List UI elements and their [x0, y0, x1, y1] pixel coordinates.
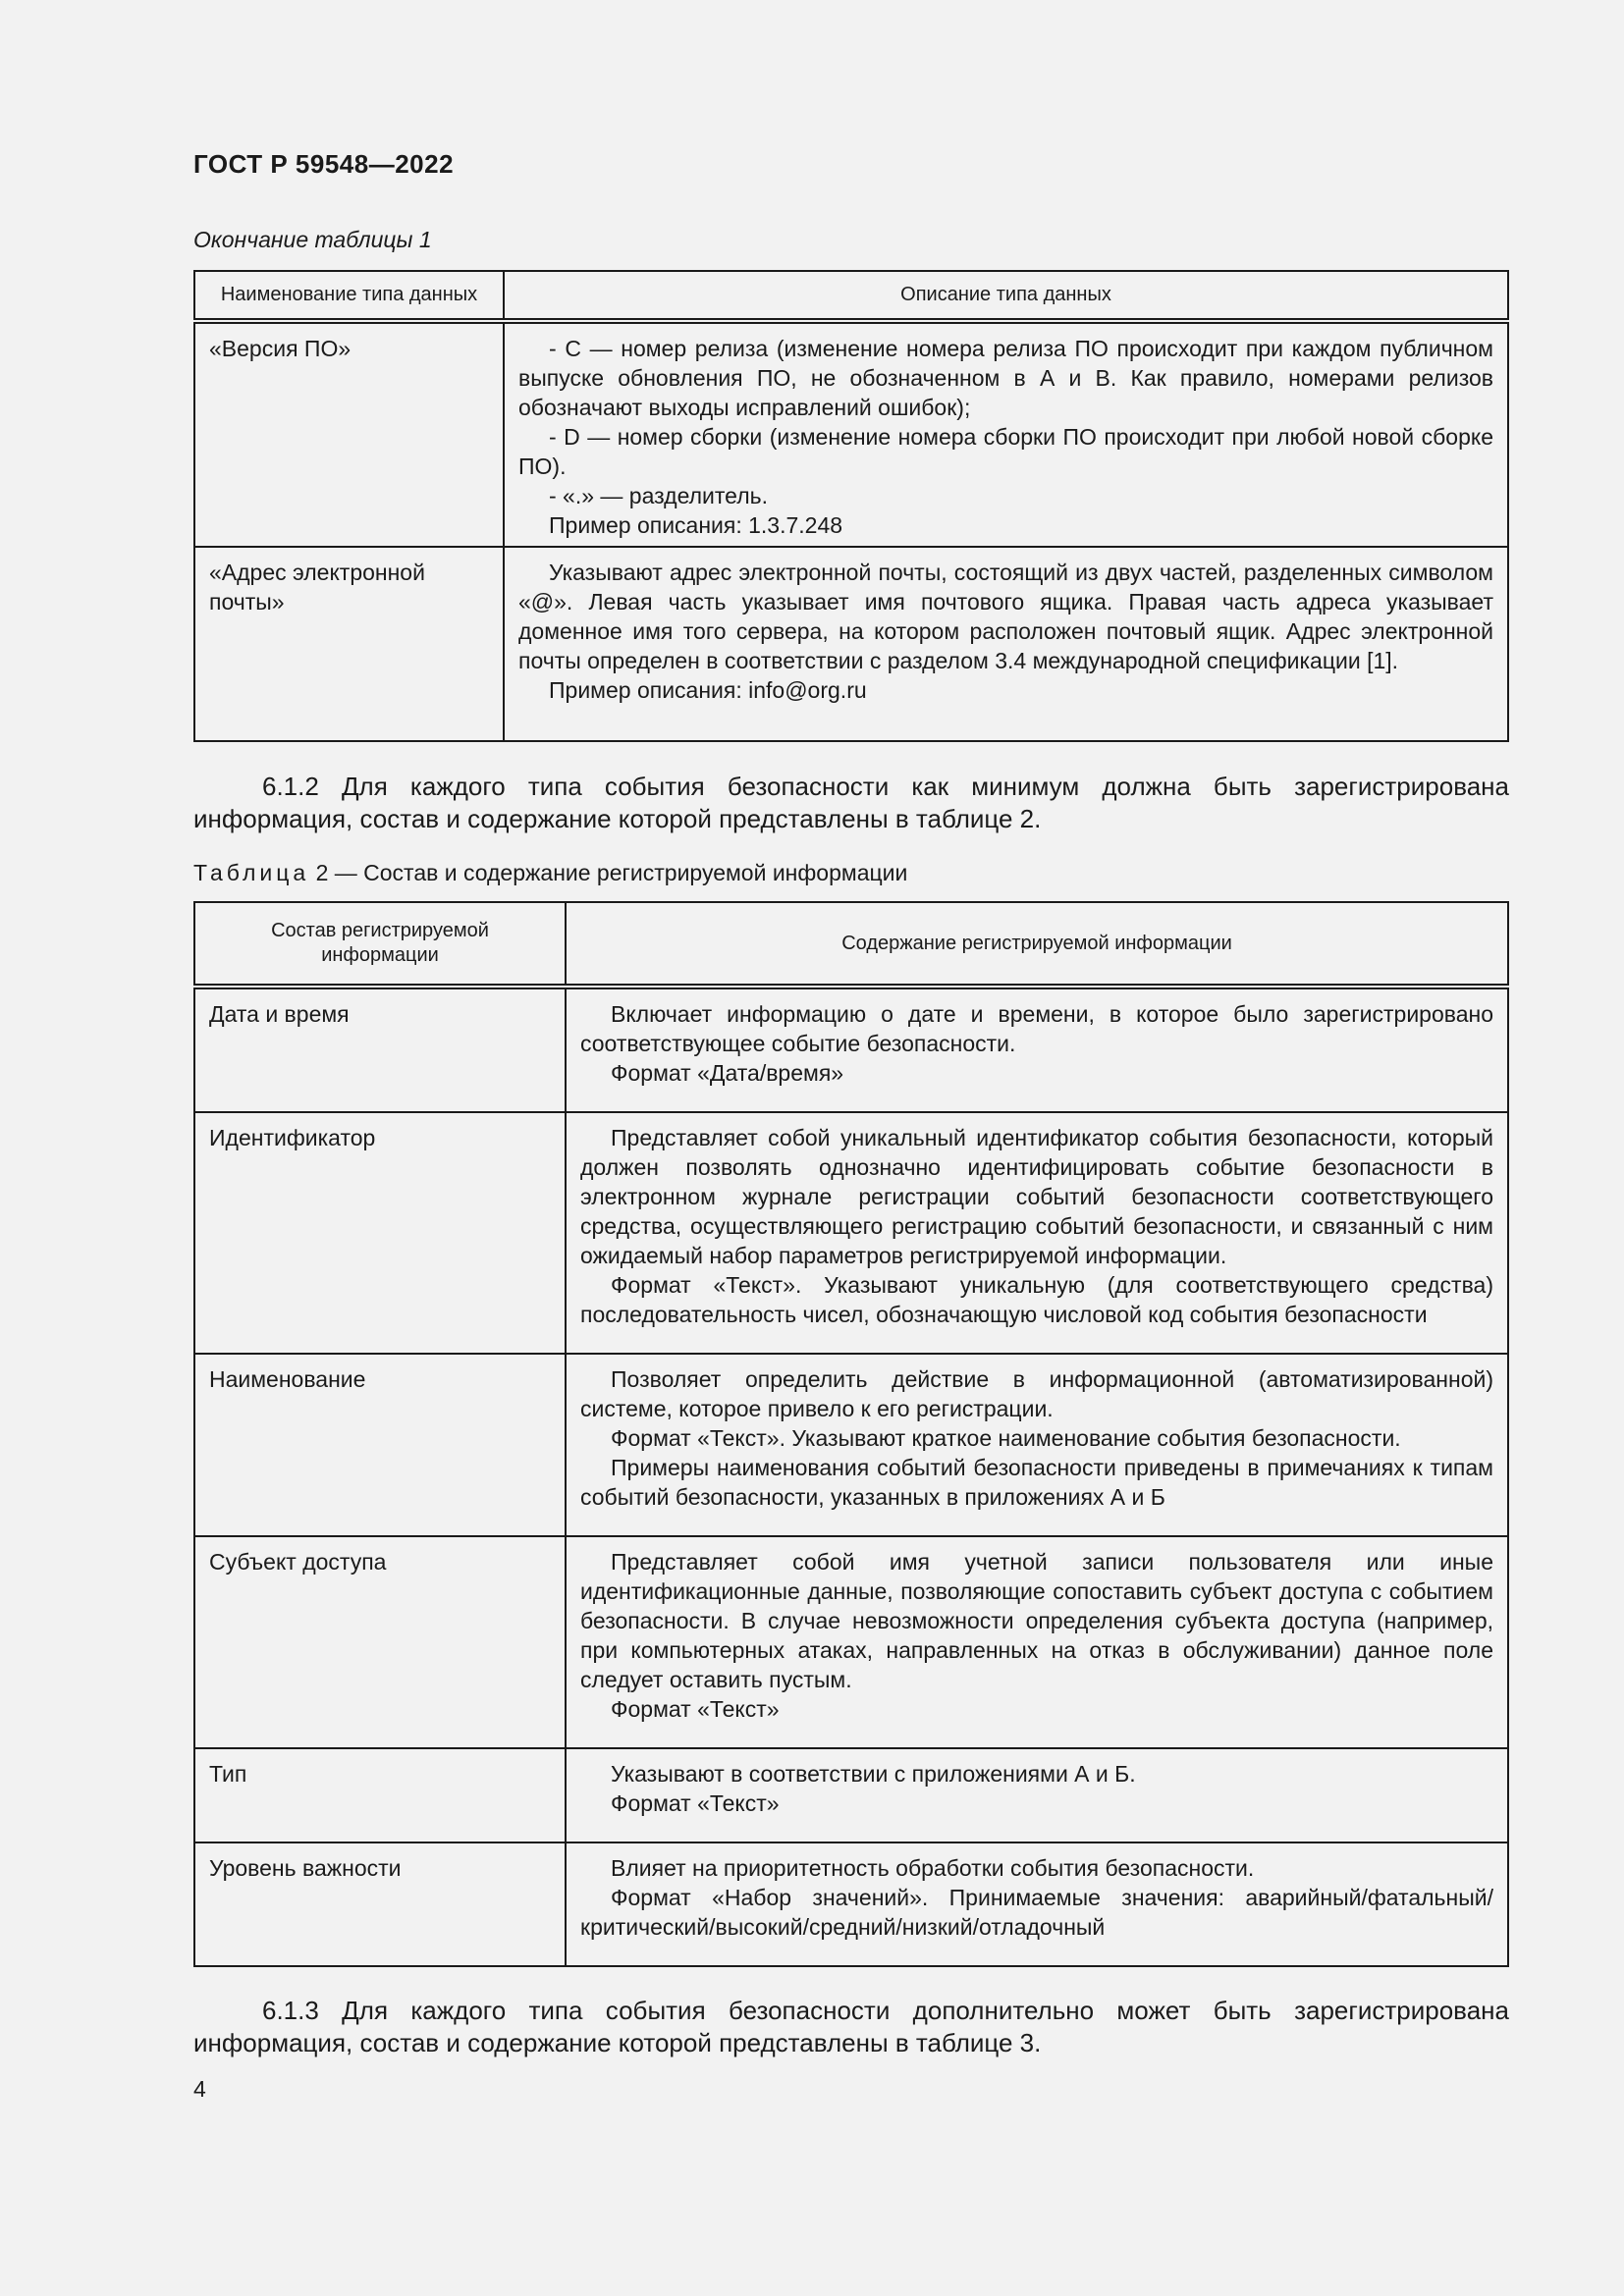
table2-col-header-desc: Содержание регистрируемой информации [566, 902, 1508, 987]
table-row [194, 1842, 1508, 1966]
desc-line: - D — номер сборки (изменение номера сборки ПО происходит при любой новой сборке ПО). [518, 424, 1493, 479]
table2-row-name: Субъект доступа [194, 1536, 566, 1748]
document-code: ГОСТ Р 59548—2022 [193, 149, 455, 179]
desc-line: Представляет собой уникальный идентификатор события безопасности, который должен позволять однозначно идентифицировать событие безопасности в электронном журнале регистрации событий безопасности соответствующего средства, осуществляющего регистрацию событий безопасности, и связанный с ним ожидаемый набор параметров регистрируемой информации. [580, 1125, 1493, 1268]
desc-line: Указывают адрес электронной почты, состоящий из двух частей, разделенных символом «@». Левая часть указывает имя почтового ящика. Правая часть адреса указывает доменное имя того сервера, на котором расположен почтовый ящик. Адрес электронной почты определен в соответствии с разделом 3.4 международной спецификации [1]. [518, 560, 1493, 673]
table2-caption-title: 2 — Состав и содержание регистрируемой информации [309, 860, 908, 885]
table1-col-header-desc: Описание типа данных [504, 271, 1508, 321]
table2-row-name: Наименование [194, 1354, 566, 1536]
table2-row-name: Уровень важности [194, 1842, 566, 1966]
table-2 [193, 901, 1509, 1967]
desc-line: Формат «Текст». Указывают уникальную (для соответствующего средства) последовательность чисел, обозначающую числовой код события безопасности [580, 1272, 1493, 1327]
table-1 [193, 270, 1509, 742]
table2-row-name: Тип [194, 1748, 566, 1842]
desc-line: - «.» — разделитель. [549, 483, 768, 508]
table2-row-desc [566, 987, 1508, 1112]
table2-row-desc [566, 1354, 1508, 1536]
desc-line: Формат «Текст» [611, 1790, 780, 1816]
desc-line: Пример описания: info@org.ru [549, 677, 867, 703]
table-row [194, 1536, 1508, 1748]
table2-row-name: Идентификатор [194, 1112, 566, 1354]
desc-line: Влияет на приоритетность обработки события безопасности. [611, 1855, 1255, 1881]
desc-line: Позволяет определить действие в информационной (автоматизированной) системе, которое привело к его регистрации. [580, 1366, 1493, 1421]
desc-line: Формат «Дата/время» [611, 1060, 844, 1086]
table-row [194, 987, 1508, 1112]
desc-line: Указывают в соответствии с приложениями А и Б. [611, 1761, 1136, 1787]
desc-line: Формат «Текст». Указывают краткое наименование события безопасности. [611, 1425, 1401, 1451]
table2-row-desc [566, 1748, 1508, 1842]
table1-row2-name: «Адрес электронной почты» [194, 547, 504, 741]
table2-caption-word: Таблица [193, 860, 310, 885]
table1-row1-desc [504, 321, 1508, 547]
table1-row2-desc [504, 547, 1508, 741]
desc-line: Включает информацию о дате и времени, в которое было зарегистрировано соответствующее событие безопасности. [580, 1001, 1493, 1056]
table1-continuation-caption: Окончание таблицы 1 [193, 227, 432, 252]
page-number: 4 [193, 2076, 206, 2102]
desc-line: - С — номер релиза (изменение номера релиза ПО происходит при каждом публичном выпуске обновления ПО, не обозначенном в А и В. Как правило, номерами релизов обозначают выходы исправлений ошибок); [518, 336, 1493, 420]
table2-row-desc [566, 1536, 1508, 1748]
paragraph-6-1-3: 6.1.3 Для каждого типа события безопасности дополнительно может быть зарегистрирована информация, состав и содержание которой представлены в таблице 3. [193, 1996, 1509, 2057]
table2-row-desc [566, 1112, 1508, 1354]
table1-header-row [194, 271, 1508, 321]
table2-row-desc [566, 1842, 1508, 1966]
table-row [194, 547, 1508, 741]
table-row [194, 321, 1508, 547]
desc-line: Пример описания: 1.3.7.248 [549, 512, 843, 538]
table2-row-name: Дата и время [194, 987, 566, 1112]
table-row [194, 1748, 1508, 1842]
table2-header-row [194, 902, 1508, 987]
table1-row1-name: «Версия ПО» [194, 321, 504, 547]
paragraph-6-1-2: 6.1.2 Для каждого типа события безопасности как минимум должна быть зарегистрирована информация, состав и содержание которой представлены в таблице 2. [193, 772, 1509, 833]
table2-caption [193, 860, 907, 886]
desc-line: Формат «Текст» [611, 1696, 780, 1722]
desc-line: Формат «Набор значений». Принимаемые значения: аварийный/фатальный/критический/высокий/средний/низкий/отладочный [580, 1885, 1493, 1940]
table2-col-header-name: Состав регистрируемой информации [194, 902, 566, 987]
table1-col-header-name: Наименование типа данных [194, 271, 504, 321]
table-row [194, 1354, 1508, 1536]
desc-line: Представляет собой имя учетной записи пользователя или иные идентификационные данные, позволяющие сопоставить субъект доступа с событием безопасности. В случае невозможности определения субъекта доступа (например, при компьютерных атаках, направленных на отказ в обслуживании) данное поле следует оставить пустым. [580, 1549, 1493, 1692]
desc-line: Примеры наименования событий безопасности приведены в примечаниях к типам событий безопасности, указанных в приложениях А и Б [580, 1455, 1493, 1510]
table-row [194, 1112, 1508, 1354]
